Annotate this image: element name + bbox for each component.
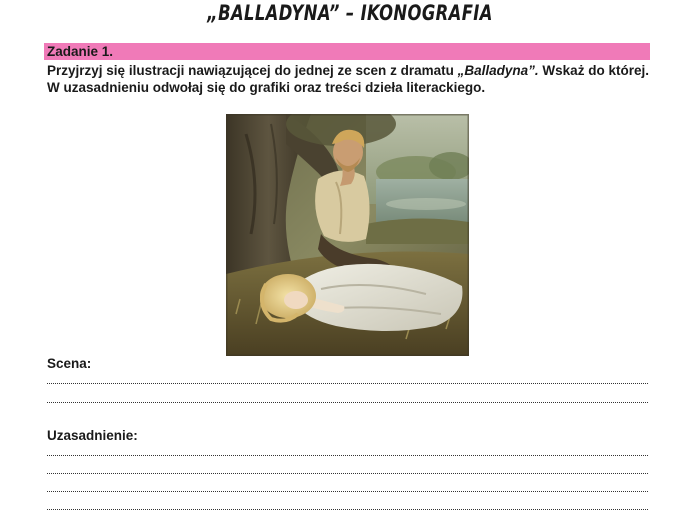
task-label: Zadanie 1. <box>44 43 650 60</box>
worksheet-title: „BALLADYNA” – IKONOGRAFIA <box>207 1 493 25</box>
instruction-text-2: Wskaż do której. W uzasadnieniu odwołaj się do grafiki oraz treści dzieła literackiego. <box>47 63 649 95</box>
justification-label: Uzasadnienie: <box>47 428 138 443</box>
work-title: „Balladyna”. <box>457 63 539 78</box>
scene-answer-line-2[interactable] <box>47 402 648 403</box>
justification-answer-line-1[interactable] <box>47 455 648 456</box>
scene-label: Scena: <box>47 356 92 371</box>
justification-answer-line-3[interactable] <box>47 491 648 492</box>
justification-answer-line-2[interactable] <box>47 473 648 474</box>
scene-answer-line-1[interactable] <box>47 383 648 384</box>
justification-answer-line-4[interactable] <box>47 509 648 510</box>
task-instruction <box>47 62 649 96</box>
instruction-text-1: Przyjrzyj się ilustracji nawiązującej do jednej ze scen z dramatu <box>47 63 458 78</box>
painting-illustration <box>226 114 469 356</box>
